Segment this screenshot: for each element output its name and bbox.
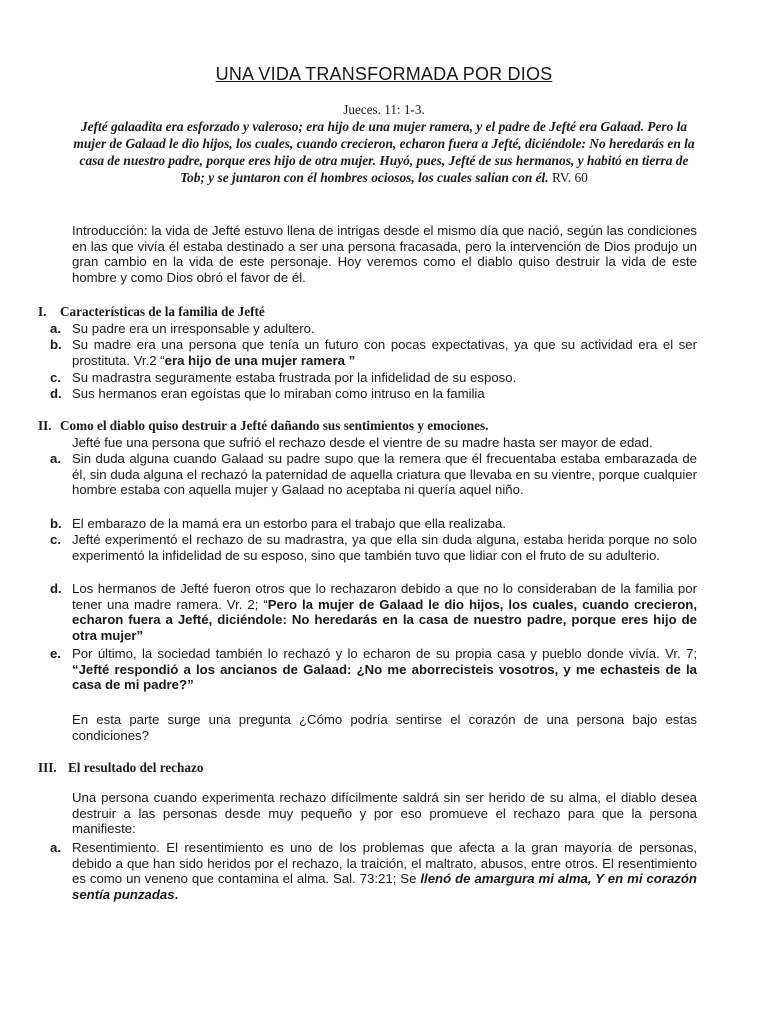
- section-2-lead: Jefté fue una persona que sufrió el rechazo desde el vientre de su madre hasta ser mayor de edad.: [72, 435, 653, 450]
- item-marker: c.: [50, 532, 61, 547]
- item-text: [72, 337, 697, 368]
- section-3-number: III.: [38, 760, 57, 775]
- section-2-question: En esta parte surge una pregunta ¿Cómo podría sentirse el corazón de una persona bajo estas condiciones?: [72, 712, 697, 743]
- item-text-plain: Los hermanos de Jefté fueron otros que lo rechazaron debido a que no lo consideraban de la familia por tener una madre ramera. Vr. 2; “: [72, 581, 697, 612]
- section-1-heading: [38, 304, 265, 320]
- section-2-item-d: [50, 581, 697, 643]
- item-marker: a.: [50, 451, 61, 466]
- item-text-plain: Por último, la sociedad también lo rechazó y lo echaron de su propia casa y pueblo donde vivía. Vr. 7;: [72, 646, 697, 661]
- item-text-plain: Su madre era una persona que tenía un futuro con pocas expectativas, ya que su actividad era el ser prostituta. Vr.2 “: [72, 337, 697, 368]
- verse-text: Jefté galaadita era esforzado y valeroso; era hijo de una mujer ramera, y el padre de Jefté era Galaad. Pero la mujer de Galaad le dio hijos, los cuales, cuando crecieron, echaron fuera a Jefté, diciéndole: No heredarás en la casa de nuestro padre, porque eres hijo de otra mujer. Huyó, pues, Jefté de sus hermanos, y habitó en tierra de Tob; y se juntaron con él hombres ociosos, los cuales salían con él.: [73, 119, 695, 185]
- item-text-end: .: [174, 886, 179, 902]
- section-2-heading: [38, 418, 488, 434]
- section-1-number: I.: [38, 304, 47, 319]
- item-marker: e.: [50, 646, 61, 661]
- section-1-title: Características de la familia de Jefté: [60, 304, 265, 319]
- scripture-verse: [72, 118, 696, 186]
- section-1-item-a: [50, 321, 697, 337]
- section-2-title: Como el diablo quiso destruir a Jefté dañando sus sentimientos y emociones.: [60, 418, 489, 433]
- item-text: Jefté experimentó el rechazo de su madrastra, ya que ella sin duda alguna, estaba herida porque no solo experimentó la infidelidad de su esposo, sino que también tuvo que lidiar con el fruto de su adulterio.: [72, 532, 697, 563]
- section-2-item-e: [50, 646, 697, 693]
- item-text: [72, 646, 697, 693]
- section-1-item-b: [50, 337, 697, 368]
- section-3-item-a: [50, 840, 697, 902]
- verse-version: RV. 60: [548, 170, 588, 185]
- section-3-heading: [38, 760, 203, 776]
- item-text: [72, 840, 697, 902]
- item-text-emphasis: llenó de amargura mi alma, Y en mi corazón sentía punzadas: [72, 871, 697, 902]
- section-2-item-b: [50, 516, 697, 532]
- section-1-item-c: [50, 370, 697, 386]
- item-text-emphasis: Pero la mujer de Galaad le dio hijos, los cuales, cuando crecieron, echaron fuera a Jefté, diciéndole: No heredarás en la casa de nuestro padre, porque eres hijo de otra mujer”: [72, 596, 697, 643]
- item-text-emphasis: “Jefté respondió a los ancianos de Galaad: ¿No me aborrecisteis vosotros, y me echasteis de la casa de mi padre?”: [72, 661, 697, 693]
- item-marker: c.: [50, 370, 61, 385]
- section-2-number: II.: [38, 418, 52, 433]
- item-text-emphasis: era hijo de una mujer ramera ”: [164, 352, 356, 368]
- section-1-item-d: [50, 386, 697, 402]
- item-marker: b.: [50, 516, 62, 531]
- section-3-lead: Una persona cuando experimenta rechazo difícilmente saldrá sin ser herido de su alma, el diablo desea destruir a las personas desde muy pequeño y por eso promueve el rechazo para que la persona manifieste:: [72, 790, 697, 837]
- item-marker: d.: [50, 386, 62, 401]
- section-2-item-c: [50, 532, 697, 563]
- introduction-paragraph: Introducción: la vida de Jefté estuvo llena de intrigas desde el mismo día que nació, según las condiciones en las que vivía él estaba destinado a ser una persona fracasada, pero la intervención de Dios produjo un gran cambio en la vida de este personaje. Hoy veremos como el diablo quiso destruir la vida de este hombre y como Dios obró el favor de él.: [72, 223, 697, 285]
- item-text-plain: Resentimiento. El resentimiento es uno de los problemas que afecta a la gran mayoría de personas, debido a que han sido heridos por el rechazo, la traición, el maltrato, abusos, entre otros. El resentimiento es como un veneno que contamina el alma. Sal. 73:21; Se: [72, 840, 697, 887]
- section-2-item-a: [50, 451, 697, 498]
- item-marker: d.: [50, 581, 62, 596]
- item-marker: b.: [50, 337, 62, 352]
- item-text: El embarazo de la mamá era un estorbo para el trabajo que ella realizaba.: [72, 516, 506, 531]
- item-text: Sus hermanos eran egoístas que lo miraban como intruso en la familia: [72, 386, 485, 401]
- section-3-title: El resultado del rechazo: [68, 760, 204, 775]
- item-text: Su madrastra seguramente estaba frustrada por la infidelidad de su esposo.: [72, 370, 517, 385]
- scripture-reference: Jueces. 11: 1-3.: [343, 102, 425, 117]
- item-text: Sin duda alguna cuando Galaad su padre supo que la remera que él frecuentaba estaba embarazada de él, sin duda alguna el rechazó la paternidad de aquella criatura que llevaba en su vientre, porque cualquier hombre estaba con aquella mujer y Galaad no aceptaba ni quería aquel niño.: [72, 451, 697, 498]
- item-text: Su padre era un irresponsable y adultero.: [72, 321, 315, 336]
- page-title: UNA VIDA TRANSFORMADA POR DIOS: [215, 64, 553, 84]
- item-marker: a.: [50, 321, 61, 336]
- item-marker: a.: [50, 840, 61, 855]
- item-text: [72, 581, 697, 643]
